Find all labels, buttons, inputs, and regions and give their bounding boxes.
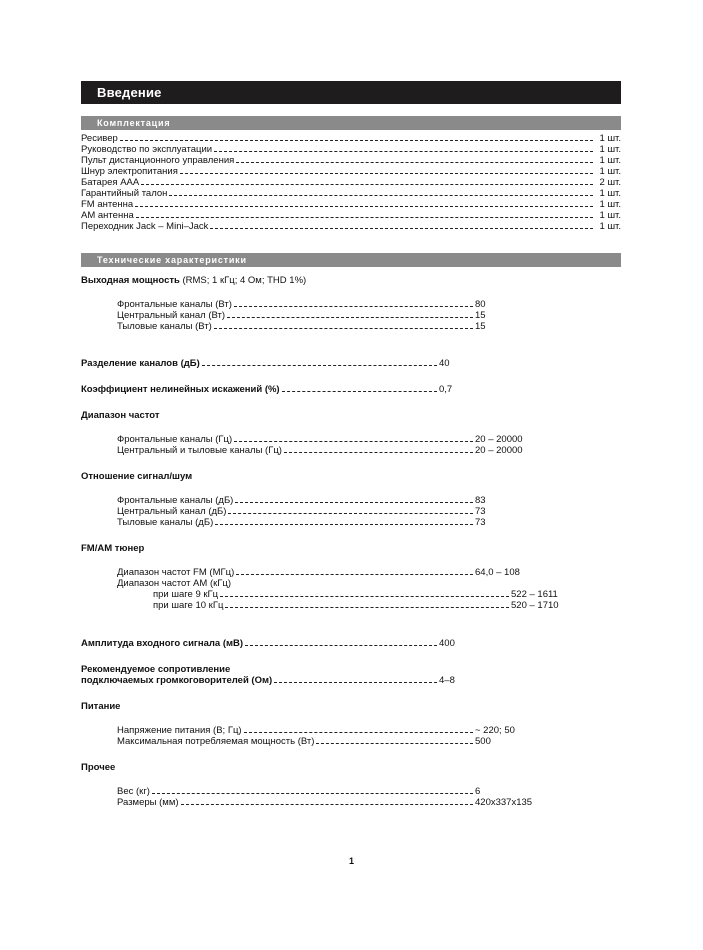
leader-dots — [215, 517, 473, 525]
spec-row-thd: Коэффициент нелинейных искажений (%) 0,7 — [81, 384, 453, 395]
item-qty: 1 шт. — [599, 133, 621, 144]
item-qty: 1 шт. — [599, 144, 621, 155]
leader-dots — [136, 210, 593, 218]
leader-dots — [284, 445, 473, 453]
leader-dots — [152, 786, 473, 794]
spec-row: Центральный канал (Вт) 15 — [117, 310, 486, 321]
leader-dots — [120, 133, 593, 141]
leader-dots — [180, 166, 593, 174]
item-label: Переходник Jack – Mini–Jack — [81, 221, 209, 232]
spec-row: Фронтальные каналы (дБ) 83 — [117, 495, 486, 506]
group-note: (RMS; 1 кГц; 4 Ом; THD 1%) — [179, 275, 307, 286]
list-item — [81, 155, 621, 166]
spec-row: Фронтальные каналы (Гц) 20 – 20000 — [117, 434, 523, 445]
list-item — [81, 133, 621, 144]
leader-dots — [214, 321, 473, 329]
leader-dots — [235, 495, 473, 503]
spec-subgroup-title: Диапазон частот AM (кГц) — [117, 578, 232, 589]
leader-dots — [225, 600, 509, 608]
impedance-title: Рекомендуемое сопротивление — [81, 664, 231, 675]
leader-dots — [141, 177, 593, 185]
spec-row: при шаге 10 кГц 520 – 1710 — [153, 600, 559, 611]
leader-dots — [316, 736, 473, 744]
leader-dots — [236, 155, 593, 163]
spec-row: Фронтальные каналы (Вт) 80 — [117, 299, 486, 310]
spec-row-separation: Разделение каналов (дБ) 40 — [81, 358, 450, 369]
list-item — [81, 210, 621, 221]
kit-list — [81, 133, 621, 232]
spec-row: Напряжение питания (В; Гц) ~ 220; 50 — [117, 725, 515, 736]
spec-row: Центральный и тыловые каналы (Гц) 20 – 20000 — [117, 445, 523, 456]
item-qty: 2 шт. — [599, 177, 621, 188]
group-title-other: Прочее — [81, 762, 116, 773]
leader-dots — [274, 675, 437, 683]
section-header-kit: Комплектация — [81, 116, 621, 130]
item-qty: 1 шт. — [599, 210, 621, 221]
item-qty: 1 шт. — [599, 188, 621, 199]
item-label: FM антенна — [81, 199, 134, 210]
spec-row: Вес (кг) 6 — [117, 786, 481, 797]
leader-dots — [228, 506, 473, 514]
group-title-snr: Отношение сигнал/шум — [81, 471, 193, 482]
item-label: AM антенна — [81, 210, 134, 221]
list-item — [81, 177, 621, 188]
item-label: Батарея AAA — [81, 177, 140, 188]
leader-dots — [245, 638, 437, 646]
leader-dots — [234, 434, 473, 442]
leader-dots — [234, 299, 473, 307]
list-item — [81, 166, 621, 177]
item-label: Ресивер — [81, 133, 118, 144]
leader-dots — [244, 725, 473, 733]
leader-dots — [135, 199, 593, 207]
section-header-specs: Технические характеристики — [81, 253, 621, 267]
item-label: Гарантийный талон — [81, 188, 168, 199]
list-item — [81, 144, 621, 155]
list-item — [81, 188, 621, 199]
item-label: Шнур электропитания — [81, 166, 178, 177]
group-title-output-power: Выходная мощность (RMS; 1 кГц; 4 Ом; THD 1%) — [81, 275, 307, 286]
leader-dots — [210, 221, 593, 229]
item-qty: 1 шт. — [599, 166, 621, 177]
list-item — [81, 199, 621, 210]
leader-dots — [169, 188, 593, 196]
page-title: Введение — [81, 81, 621, 104]
leader-dots — [282, 384, 437, 392]
leader-dots — [236, 567, 473, 575]
group-title-power: Питание — [81, 701, 121, 712]
group-title-freq-range: Диапазон частот — [81, 410, 160, 421]
list-item — [81, 221, 621, 232]
item-qty: 1 шт. — [599, 155, 621, 166]
spec-row-impedance: подключаемых громкоговорителей (Ом) 4–8 — [81, 675, 455, 686]
spec-row-input-amplitude: Амплитуда входного сигнала (мВ) 400 — [81, 638, 455, 649]
spec-row: Тыловые каналы (Вт) 15 — [117, 321, 486, 332]
leader-dots — [220, 589, 509, 597]
item-label: Пульт дистанционного управления — [81, 155, 235, 166]
item-qty: 1 шт. — [599, 221, 621, 232]
specs-list — [81, 275, 621, 808]
item-label: Руководство по эксплуатации — [81, 144, 213, 155]
spec-row: Максимальная потребляемая мощность (Вт) 500 — [117, 736, 491, 747]
spec-row: Размеры (мм) 420x337x135 — [117, 797, 533, 808]
item-qty: 1 шт. — [599, 199, 621, 210]
page-number: 1 — [348, 856, 354, 866]
leader-dots — [202, 358, 437, 366]
leader-dots — [181, 797, 473, 805]
spec-row: при шаге 9 кГц 522 – 1611 — [153, 589, 558, 600]
leader-dots — [227, 310, 473, 318]
leader-dots — [214, 144, 593, 152]
spec-row: Тыловые каналы (дБ) 73 — [117, 517, 486, 528]
spec-row: Центральный канал (дБ) 73 — [117, 506, 486, 517]
group-title-tuner: FM/AM тюнер — [81, 543, 145, 554]
document-page — [81, 81, 621, 808]
spec-row: Диапазон частот FM (МГц) 64,0 – 108 — [117, 567, 520, 578]
